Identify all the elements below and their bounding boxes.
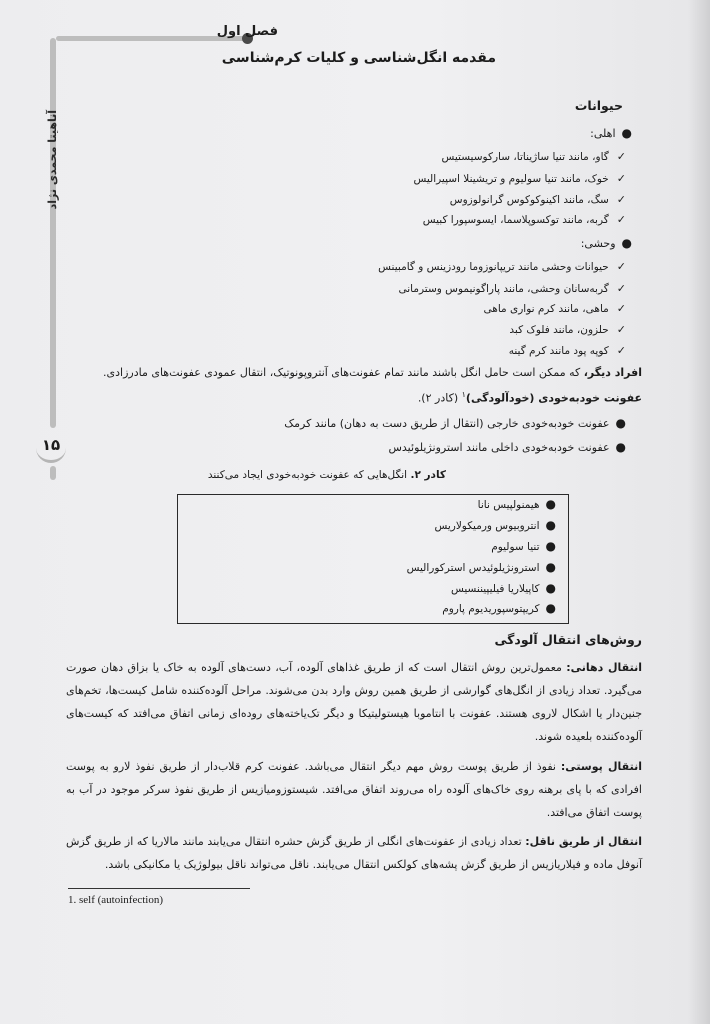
animals-heading: حیوانات (574, 98, 623, 113)
bullet-icon: ● (545, 581, 556, 595)
bullet-icon: ● (615, 416, 626, 430)
skin-transmission-paragraph (66, 755, 642, 824)
list-item: ●عفونت خودبه‌خودی خارجی (انتقال از طریق دست به دهان) مانند کرمک (284, 416, 626, 430)
skin-transmission-lead: انتقال پوستی: (560, 760, 642, 773)
bullet-icon: ● (545, 601, 556, 615)
check-icon: ✓ (616, 213, 626, 226)
bullet-icon: ● (545, 560, 556, 574)
side-author-title: آناهیتا محمدی نژاد (46, 110, 59, 210)
side-rail (50, 38, 56, 428)
check-icon: ✓ (616, 323, 626, 336)
wild-label-text: وحشی: (580, 237, 616, 250)
box-caption-text: انگل‌هایی که عفونت خودبه‌خودی ایجاد می‌کنند (207, 469, 408, 481)
list-item: ●عفونت خودبه‌خودی داخلی مانند استرونژیلوئیدس (388, 440, 626, 454)
side-rail-end (50, 466, 56, 480)
check-icon: ✓ (616, 193, 626, 206)
box-caption-label: کادر ۲. (410, 469, 446, 481)
other-people-text: که ممکن است حامل انگل باشند مانند تمام عفونت‌های آنتروپونوتیک، انتقال عمودی عفونت‌های مادرزادی. (103, 366, 581, 379)
list-item: ●هیمنولپیس نانا (477, 497, 556, 511)
bullet-icon: ● (545, 539, 556, 553)
skin-transmission-text: نفوذ از طریق پوست روش مهم دیگر انتقال می‌باشد. عفونت کرم قلاب‌دار از طریق نفوذ لارو به پوست افرادی که با پای برهنه روی خاک‌های آلوده راه می‌روند اتفاق می‌افتد. شیستوزومیازیس از طریق نفوذ سرکر موجود در آب به پوست اتفاق می‌افتد. (66, 760, 642, 819)
check-icon: ✓ (616, 282, 626, 295)
list-item: ✓گربه‌سانان وحشی، مانند پاراگونیموس وسترمانی (398, 282, 626, 295)
transmission-heading: روش‌های انتقال آلودگی (494, 632, 642, 647)
box-caption (208, 469, 446, 481)
list-item: ●تنیا سولیوم (491, 539, 556, 553)
footnote-mark: ۱ (461, 390, 466, 399)
domestic-label (590, 126, 632, 140)
vector-transmission-paragraph (66, 830, 642, 876)
bullet-icon: ● (621, 126, 632, 140)
check-icon: ✓ (616, 302, 626, 315)
list-item: ✓حلزون، مانند فلوک کبد (509, 323, 626, 336)
list-item: ✓خوک، مانند تنیا سولیوم و تریشینلا اسپیرالیس (413, 172, 626, 185)
list-item: ✓سگ، مانند اکینوکوکوس گرانولوزوس (449, 193, 626, 206)
footnote-divider (68, 888, 250, 889)
check-icon: ✓ (616, 172, 626, 185)
other-people-lead: افراد دیگر، (583, 366, 642, 379)
check-icon: ✓ (616, 260, 626, 273)
list-item: ●کاپیلاریا فیلیپیننسیس (451, 581, 556, 595)
check-icon: ✓ (616, 150, 626, 163)
table-reference: (کادر ۲). (417, 391, 459, 405)
list-item: ✓گربه، مانند توکسوپلاسما، ایسوسپورا کبیس (422, 213, 626, 226)
domestic-label-text: اهلی: (590, 127, 616, 140)
list-item: ✓ماهی، مانند کرم نواری ماهی (483, 302, 626, 315)
oral-transmission-lead: انتقال دهانی: (566, 661, 642, 674)
page-number: ۱۵ (36, 430, 66, 463)
bullet-icon: ● (621, 236, 632, 250)
list-item: ●استرونژیلوئیدس استرکورالیس (406, 560, 556, 574)
oral-transmission-paragraph (66, 656, 642, 748)
check-icon: ✓ (616, 344, 626, 357)
bullet-icon: ● (615, 440, 626, 454)
footnote: 1. self (autoinfection) (68, 894, 163, 906)
other-people-paragraph (72, 366, 642, 379)
vector-transmission-text: تعداد زیادی از عفونت‌های انگلی از طریق گزش حشره انتقال می‌یابند مانند مالاریا که از طریق گزش آنوفل ماده و فیلاریازیس از طریق گزش پشه‌های کولکس انتقال می‌یابند. ناقل می‌تواند ناقل بیولوژیک یا مکانیکی باشد. (66, 835, 642, 871)
oral-transmission-text: معمول‌ترین روش انتقال است که از طریق غذاهای آلوده، آب، دست‌های آلوده به خاک یا بزاق دهان صورت می‌گیرد. تعداد زیادی از انگل‌های گوارشی از طریق همین روش وارد بدن می‌شوند. مراحل آلوده‌کننده شامل کیست‌ها، تخم‌های جنین‌دار یا اشکال لاروی هستند. عفونت با انتاموبا هیستولیتیکا و دیگر تک‌یاخته‌های روده‌ای زمانی اتفاق می‌افتد که کیست‌های آلوده‌کننده بلعیده شوند. (66, 661, 642, 743)
list-item: ●انتروبیوس ورمیکولاریس (434, 518, 556, 532)
list-item: ✓گاو، مانند تنیا ساژیناتا، سارکوسیستیس (441, 150, 626, 163)
info-box (177, 494, 569, 624)
wild-label (581, 236, 632, 250)
list-item: ✓حیوانات وحشی مانند تریپانوزوما رودزینس و گامبینس (378, 260, 626, 273)
vector-transmission-lead: انتقال از طریق ناقل: (525, 835, 642, 848)
list-item: ●کریپتوسپوریدیوم پاروم (442, 601, 556, 615)
chapter-title: فصل اول (216, 24, 278, 39)
bullet-icon: ● (545, 518, 556, 532)
autoinfection-heading: عفونت خودبه‌خودی (خودآلودگی)$^۱$ (کادر ۲). (417, 390, 642, 405)
bullet-icon: ● (545, 497, 556, 511)
page-title: مقدمه انگل‌شناسی و کلیات کرم‌شناسی (221, 50, 496, 66)
list-item: ✓کوپه پود مانند کرم گینه (508, 344, 626, 357)
spine-shadow (688, 0, 710, 1024)
